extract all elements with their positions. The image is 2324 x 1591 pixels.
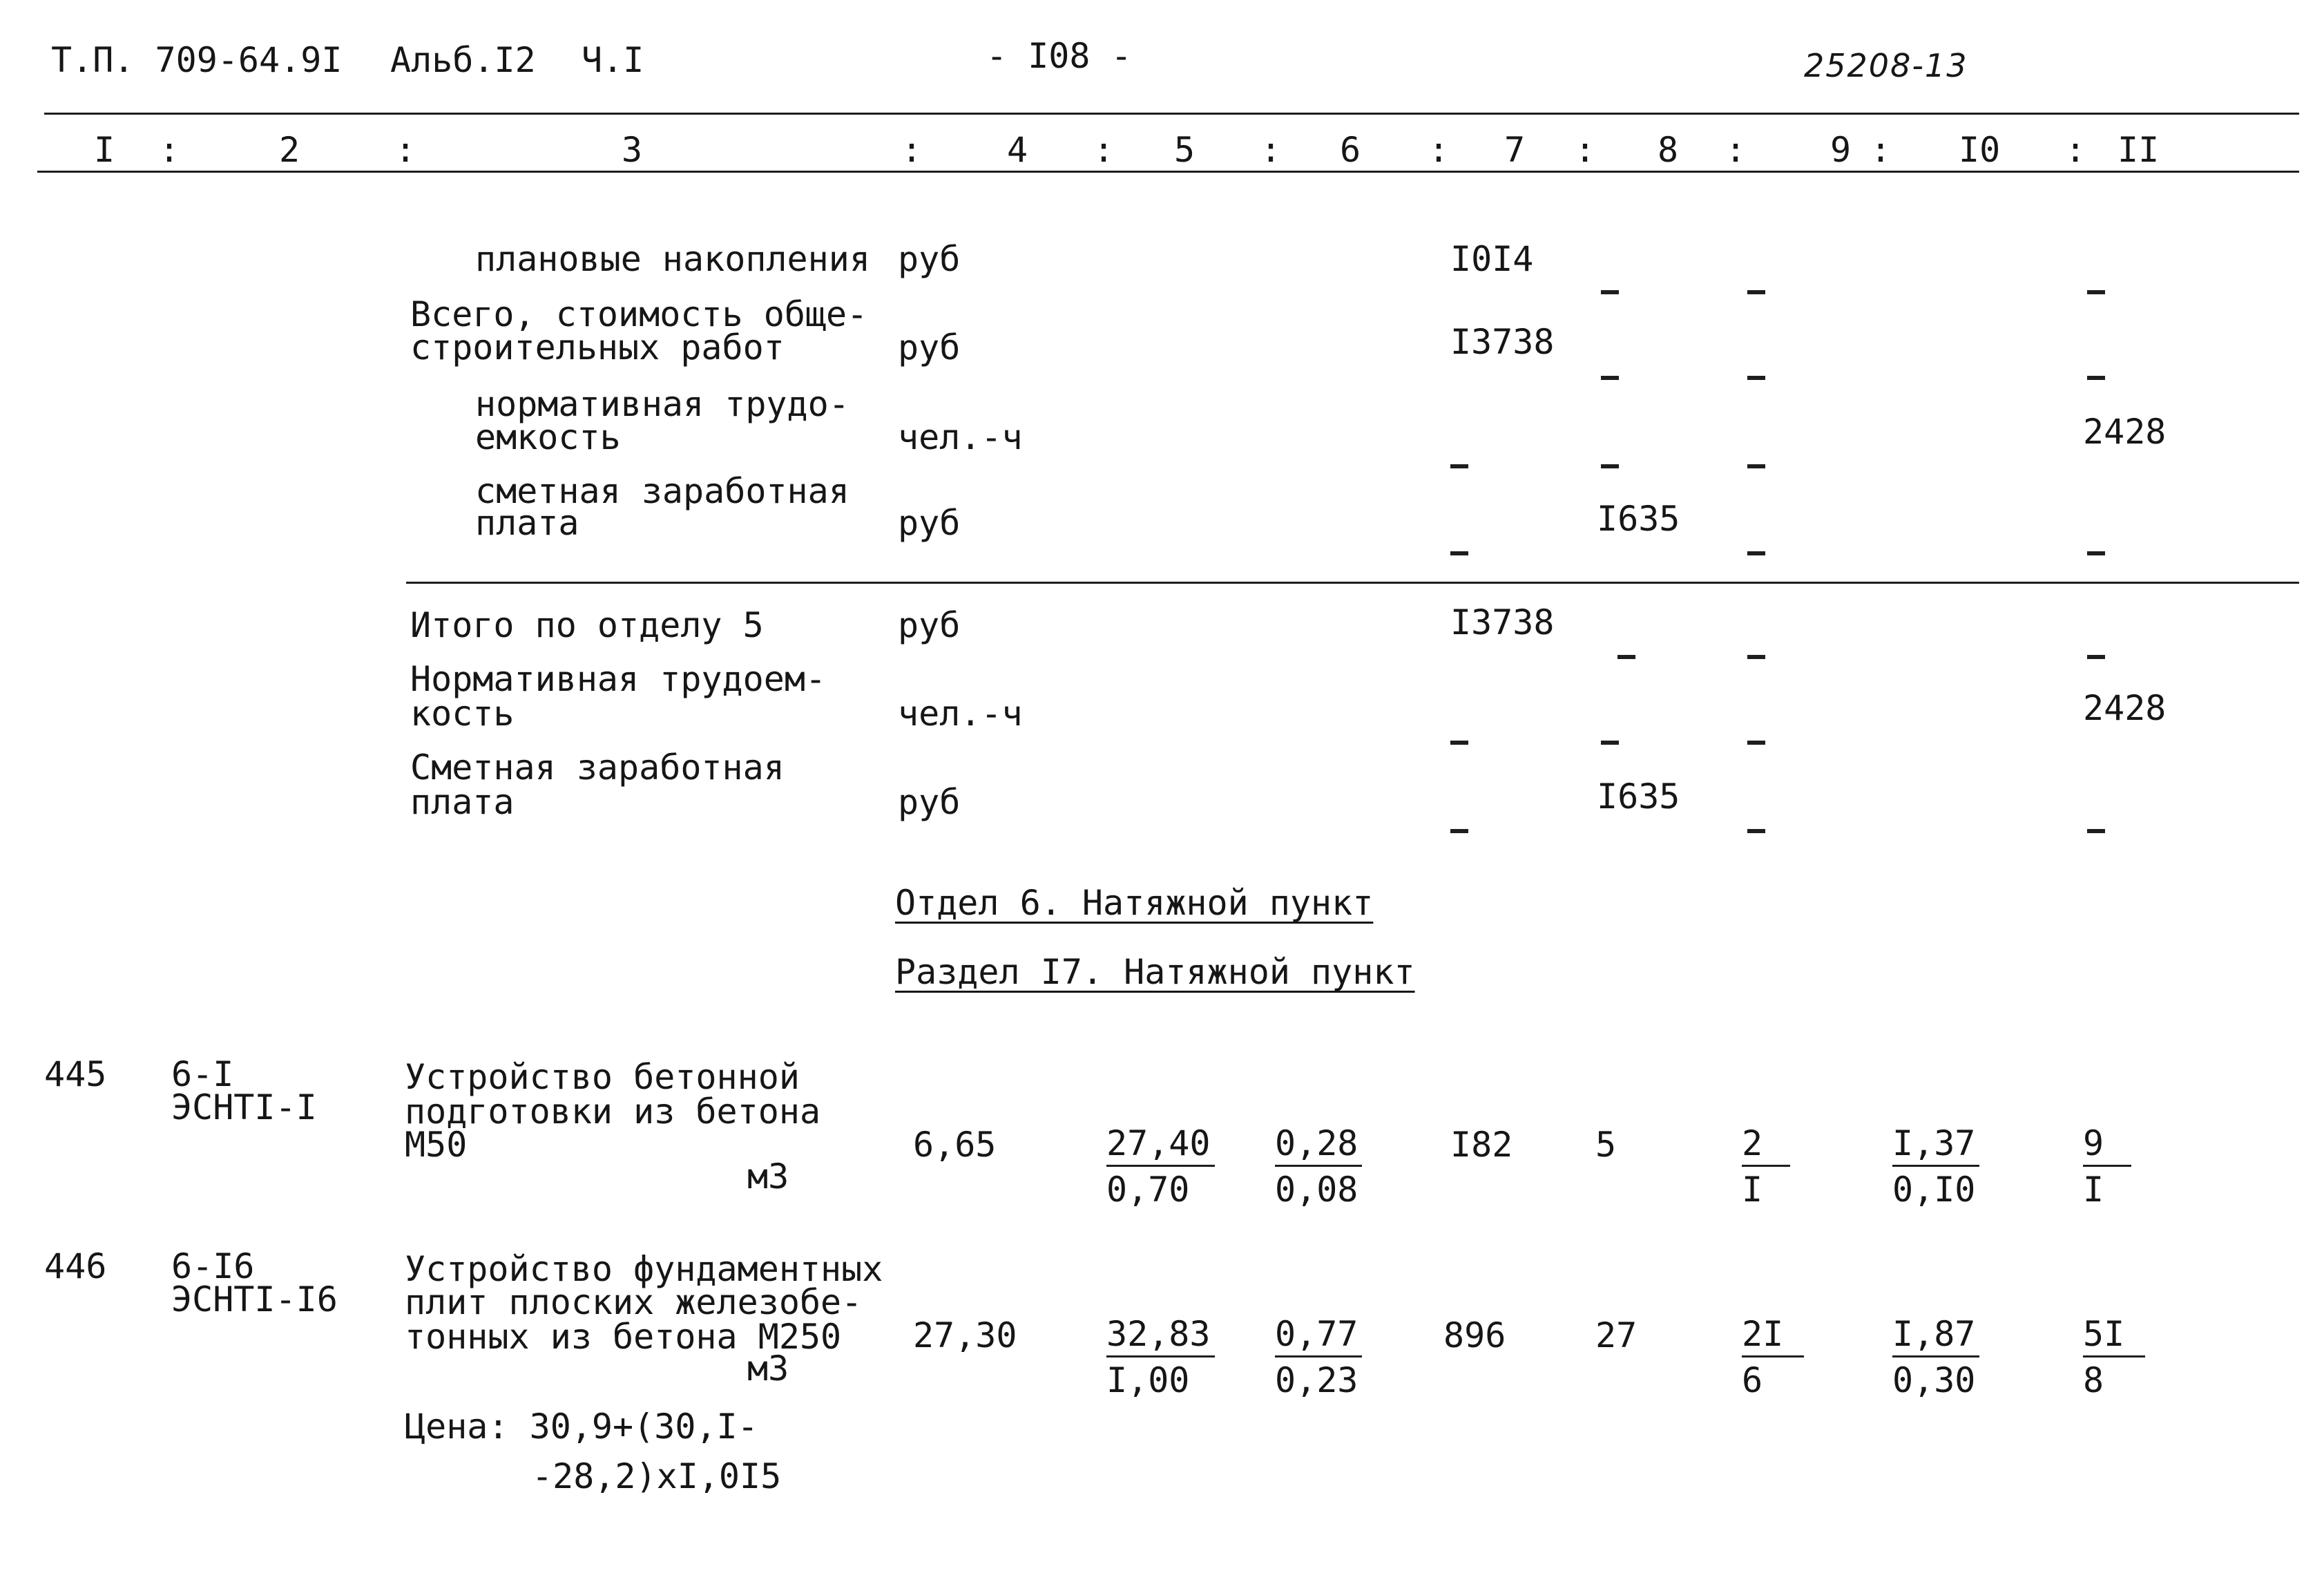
item-col5-fraction [1106,1123,1215,1210]
totals-divider-rule [406,582,2299,584]
summary-row-col7: I3738 [1450,322,1555,362]
item-col5-fraction [1106,1314,1215,1400]
item-col6-top: 0,28 [1275,1126,1362,1167]
item-price-formula-line1: Цена: 30,9+(30,I- [405,1407,758,1447]
summary-row-col11: 2428 [2083,412,2167,452]
column-header-11: II [2117,130,2160,170]
dash-col7 [1450,716,1468,750]
totals-row-col8: I635 [1597,777,1680,817]
column-header-6: 6 [1340,130,1361,170]
item-col6-bottom: 0,23 [1275,1360,1358,1400]
item-col11-fraction [2083,1123,2131,1210]
column-header-1: I [94,130,115,170]
totals-row-unit: руб [898,782,961,822]
dash-col8 [1601,716,1619,750]
item-col6-top: 0,77 [1275,1317,1362,1357]
summary-row-text-line2: емкость [475,417,621,457]
dash-col7 [1450,439,1468,474]
dash-col8 [1601,351,1619,385]
totals-row-unit: чел.-ч [898,694,1023,734]
totals-row-text: Итого по отделу 5 [410,605,764,645]
column-header-5: 5 [1174,130,1195,170]
dash-col9 [1747,526,1765,561]
album-label: Альб.I2 [390,40,536,80]
dash-col7 [1450,804,1468,839]
item-col11-top: 5I [2083,1317,2145,1357]
column-separator: : [159,130,180,170]
item-col9-bottom: I [1742,1170,1763,1210]
part-label: Ч.I [582,40,644,80]
column-header-9: 9 [1830,130,1852,170]
item-col9-bottom: 6 [1742,1360,1763,1400]
item-code-line1: 6-I6 [171,1246,255,1286]
summary-row-unit: руб [898,327,961,368]
item-col9-fraction [1742,1314,1804,1400]
dash-col11 [2087,351,2105,385]
item-col10-bottom: 0,30 [1892,1360,1976,1400]
summary-row-text-line2: строительных работ [410,327,785,368]
division-title: Отдел 6. Натяжной пункт [895,883,1374,923]
dash-col11 [2087,265,2105,300]
item-code-line2: ЭСНТI-I6 [171,1279,338,1320]
dash-col11 [2087,630,2105,665]
page-number: - I08 - [986,36,1132,76]
item-unit: м3 [747,1156,789,1197]
item-description-line1: Устройство фундаментных [405,1249,883,1289]
item-col7: I82 [1450,1125,1513,1165]
item-col7: 896 [1443,1315,1506,1355]
column-header-3: 3 [622,130,643,170]
item-code-line2: ЭСНТI-I [171,1087,317,1127]
dash-col9 [1747,265,1765,300]
column-separator: : [1575,130,1596,170]
summary-row-unit: чел.-ч [898,417,1023,457]
summary-row-text-line1: Всего, стоимость обще- [410,294,868,334]
item-col9-top: 2 [1742,1126,1790,1167]
header-bottom-rule [37,171,2299,173]
dash-col8 [1601,265,1619,300]
item-col9-fraction [1742,1123,1790,1210]
item-quantity: 27,30 [913,1315,1017,1355]
item-col10-fraction [1892,1123,1979,1210]
totals-row-unit: руб [898,605,961,645]
column-header-10: I0 [1959,130,2001,170]
column-separator: : [901,130,923,170]
totals-row-col11: 2428 [2083,688,2167,728]
column-separator: : [2065,130,2086,170]
dash-col9 [1747,804,1765,839]
summary-row-unit: руб [898,503,961,543]
dash-col8 [1617,630,1635,665]
item-col11-bottom: 8 [2083,1360,2104,1400]
item-description-line1: Устройство бетонной [405,1057,800,1097]
summary-row-text-line1: сметная заработная [475,471,849,511]
item-col8: 5 [1595,1125,1617,1165]
dash-col11 [2087,804,2105,839]
column-separator: : [1260,130,1282,170]
column-separator: : [395,130,416,170]
doc-reference: Т.П. 709-64.9I [51,40,343,80]
summary-row-text: плановые накопления [475,239,870,279]
totals-row-text-line1: Нормативная трудоем- [410,659,827,699]
item-col10-top: I,87 [1892,1317,1979,1357]
item-col8: 27 [1595,1315,1638,1355]
item-col5-top: 32,83 [1106,1317,1215,1357]
item-description-line3: тонных из бетона М250 [405,1317,842,1357]
totals-row-text-line2: плата [410,782,515,822]
item-description-line2: подготовки из бетона [405,1092,821,1132]
item-col10-bottom: 0,I0 [1892,1170,1976,1210]
item-col10-fraction [1892,1314,1979,1400]
totals-row-text-line2: кость [410,694,515,734]
dash-col9 [1747,351,1765,385]
column-separator: : [1093,130,1115,170]
item-col11-top: 9 [2083,1126,2131,1167]
dash-col9 [1747,630,1765,665]
item-col6-fraction [1275,1123,1362,1210]
item-col11-bottom: I [2083,1170,2104,1210]
summary-row-col7: I0I4 [1450,239,1534,279]
item-col5-top: 27,40 [1106,1126,1215,1167]
summary-row-unit: руб [898,239,961,279]
column-separator: : [1725,130,1747,170]
item-col5-bottom: 0,70 [1106,1170,1190,1210]
summary-row-col8: I635 [1597,499,1680,539]
item-col6-fraction [1275,1314,1362,1400]
column-separator: : [1428,130,1450,170]
dash-col8 [1601,439,1619,474]
item-description-line3: М50 [405,1125,468,1165]
item-description-line2: плит плоских железобе- [405,1282,863,1322]
item-unit: м3 [747,1349,789,1389]
totals-row-text-line1: Сметная заработная [410,747,785,788]
item-col5-bottom: I,00 [1106,1360,1190,1400]
column-header-4: 4 [1007,130,1028,170]
column-header-2: 2 [279,130,300,170]
summary-row-text-line2: плата [475,503,579,543]
column-header-8: 8 [1658,130,1679,170]
dash-col9 [1747,439,1765,474]
item-col6-bottom: 0,08 [1275,1170,1358,1210]
dash-col11 [2087,526,2105,561]
item-col9-top: 2I [1742,1317,1804,1357]
totals-row-col7: I3738 [1450,602,1555,642]
header-top-rule [44,113,2299,115]
column-separator: : [1870,130,1892,170]
summary-row-text-line1: нормативная трудо- [475,384,849,424]
dash-col9 [1747,716,1765,750]
document-number: 25208-13 [1804,47,1968,84]
item-number: 445 [44,1054,107,1094]
item-price-formula-line2: -28,2)хI,0I5 [532,1456,782,1496]
item-col10-top: I,37 [1892,1126,1979,1167]
dash-col7 [1450,526,1468,561]
item-quantity: 6,65 [913,1125,997,1165]
item-col11-fraction [2083,1314,2145,1400]
column-header-7: 7 [1504,130,1526,170]
section-title: Раздел I7. Натяжной пункт [895,952,1415,992]
item-number: 446 [44,1246,107,1286]
item-code-line1: 6-I [171,1054,234,1094]
